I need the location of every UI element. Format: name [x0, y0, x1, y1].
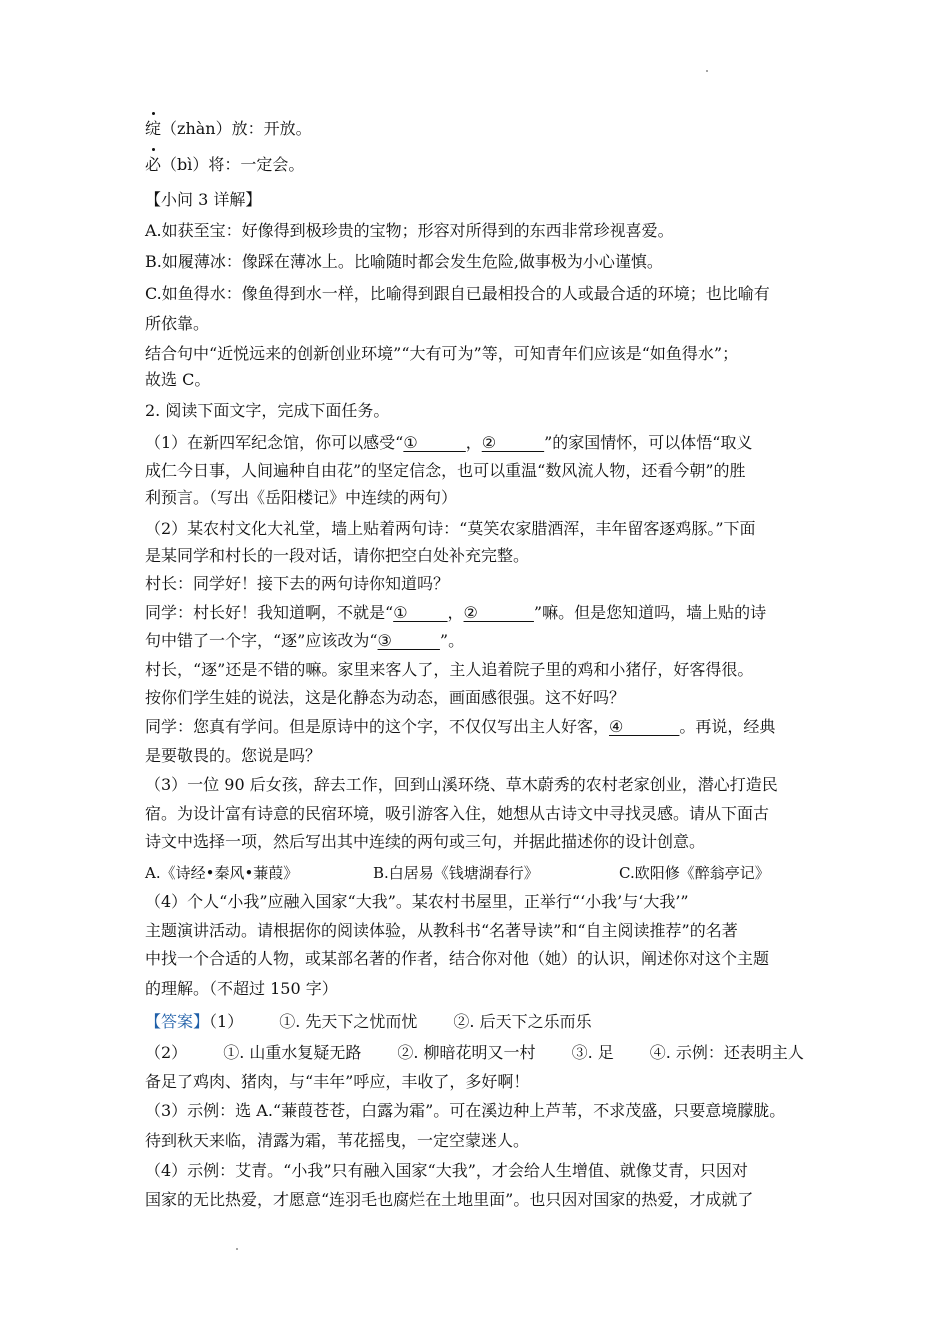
fill-blank-1: ①_____: [393, 603, 448, 622]
gloss-text: （bì）将：一定会。: [161, 155, 305, 174]
q3-conclusion-cont: 故选 C。: [145, 370, 211, 389]
q2-part1-line1: [145, 432, 815, 454]
answer-part: ②. 后天下之乐而乐: [453, 1012, 592, 1031]
scan-speck: [706, 70, 708, 72]
text: （1）在新四军纪念馆，你可以感受“: [145, 433, 404, 452]
q2-part1-line3: 利预言。（写出《岳阳楼记》中连续的两句）: [145, 488, 458, 507]
q2-title: 2. 阅读下面文字，完成下面任务。: [145, 401, 390, 420]
q3-option-b: B.如履薄冰：像踩在薄冰上。比喻随时都会发生危险,做事极为小心谨慎。: [145, 252, 663, 271]
answer-line-3-cont: 待到秋天来临，清露为霜，苇花摇曳，一定空蒙迷人。: [145, 1131, 530, 1150]
dialogue-line: [145, 602, 815, 624]
answer-line-2-cont: 备足了鸡肉、猪肉，与“丰年”呼应，丰收了，多好啊！: [145, 1072, 530, 1091]
answer-part: ④. 示例：还表明主人: [649, 1043, 804, 1062]
fill-blank-1: ①______: [403, 433, 466, 452]
text: ，: [465, 433, 482, 452]
dialogue-line: [145, 716, 815, 738]
dialogue-line: 村长，“逐”还是不错的嘛。家里来客人了，主人追着院子里的鸡和小猪仔，好客得很。: [145, 660, 754, 679]
text: ”嘛。但是您知道吗，墙上贴的诗: [533, 603, 767, 622]
text: 同学：村长好！我知道啊，不就是“: [145, 603, 394, 622]
q2-part2-line2: 是某同学和村长的一段对话，请你把空白处补充完整。: [145, 546, 530, 565]
answer-line-3: （3）示例：选 A.“蒹葭苍苍，白露为霜”。可在溪边种上芦苇，不求茂盛，只要意境朦胧。: [145, 1101, 786, 1120]
fill-blank-2: ②_______: [463, 603, 534, 622]
q2-part3-line1: （3）一位 90 后女孩，辞去工作，回到山溪环绕、草木蔚秀的农村老家创业，潜心打造民: [145, 775, 778, 794]
q2-part2-line1: （2）某农村文化大礼堂，墙上贴着两句诗：“莫笑农家腊酒浑，丰年留客逐鸡豚。”下面: [145, 519, 756, 538]
answer-part: ②. 柳暗花明又一村: [397, 1043, 536, 1062]
q2-part4-line2: 主题演讲活动。请根据你的阅读体验，从教科书“名著导读”和“自主阅读推荐”的名著: [145, 921, 738, 940]
text: （1）: [209, 1012, 244, 1031]
answer-line-2: [145, 1042, 815, 1064]
answer-part: ①. 先天下之忧而忧: [279, 1012, 418, 1031]
q3-option-a: A.如获至宝：好像得到极珍贵的宝物；形容对所得到的东西非常珍视喜爱。: [145, 221, 674, 240]
q3-option-c-cont: 所依靠。: [145, 314, 210, 333]
dialogue-line: [145, 630, 815, 652]
answer-part: ③. 足: [571, 1043, 614, 1062]
option-a: A.《诗经•秦风•蒹葭》: [145, 864, 299, 882]
dialogue-line: 村长：同学好！接下去的两句诗你知道吗？: [145, 574, 450, 593]
text: 。再说，经典: [679, 717, 776, 736]
scan-speck: [236, 1248, 238, 1250]
text: （2）: [145, 1043, 188, 1062]
q2-part4-line3: 中找一个合适的人物，或某部名著的作者，结合你对他（她）的认识，阐述你对这个主题: [145, 949, 770, 968]
q3-conclusion: 结合句中“近悦远来的创新创业环境”“大有可为”等，可知青年们应该是“如鱼得水”；: [145, 344, 739, 363]
q2-part4-line4: 的理解。（不超过 150 字）: [145, 979, 338, 998]
q2-part3-line2: 宿。为设计富有诗意的民宿环境，吸引游客入住，她想从古诗文中寻找灵感。请从下面古: [145, 804, 770, 823]
text: ”的家国情怀，可以体悟“取义: [544, 433, 753, 452]
emphasized-char: 必: [145, 155, 162, 174]
emphasized-char: 绽: [145, 119, 162, 138]
fill-blank-4: ④_______: [609, 717, 680, 736]
text: ”。: [439, 631, 465, 650]
dialogue-line: 按你们学生娃的说法，这是化静态为动态，画面感很强。这不好吗？: [145, 688, 626, 707]
answer-line-1: [145, 1011, 815, 1033]
text: ，: [447, 603, 464, 622]
q2-part1-line2: 成仁今日事，人间遍种自由花”的坚定信念，也可以重温“数风流人物，还看今朝”的胜: [145, 461, 746, 480]
answer-part: ①. 山重水复疑无路: [223, 1043, 362, 1062]
q2-part4-line1: （4）个人“小我”应融入国家“大我”。某农村书屋里，正举行“‘小我’与‘大我’”: [145, 892, 689, 911]
option-b: B.白居易《钱塘湖春行》: [373, 864, 539, 882]
answer-line-4: （4）示例：艾青。“小我”只有融入国家“大我”，才会给人生增值、就像艾青，只因对: [145, 1161, 748, 1180]
gloss-bi: [145, 154, 815, 176]
answer-label: 【答案】: [145, 1012, 210, 1031]
dialogue-line: 是要敬畏的。您说是吗？: [145, 746, 322, 765]
q3-header: 【小问 3 详解】: [145, 190, 262, 209]
fill-blank-3: ③______: [377, 631, 440, 650]
text: 句中错了一个字，“逐”应该改为“: [145, 631, 378, 650]
gloss-text: （zhàn）放：开放。: [161, 119, 312, 138]
option-c: C.欧阳修《醉翁亭记》: [619, 864, 770, 882]
q2-part3-line3: 诗文中选择一项，然后写出其中连续的两句或三句，并据此描述你的设计创意。: [145, 832, 706, 851]
text: 同学：您真有学问。但是原诗中的这个字，不仅仅写出主人好客，: [145, 717, 610, 736]
q3-option-c: C.如鱼得水：像鱼得到水一样，比喻得到跟自已最相投合的人或最合适的环境；也比喻有: [145, 284, 770, 303]
fill-blank-2: ②______: [481, 433, 545, 452]
answer-line-4-cont: 国家的无比热爱，才愿意“连羽毛也腐烂在土地里面”。也只因对国家的热爱，才成就了: [145, 1190, 754, 1209]
gloss-zhan: [145, 118, 815, 140]
